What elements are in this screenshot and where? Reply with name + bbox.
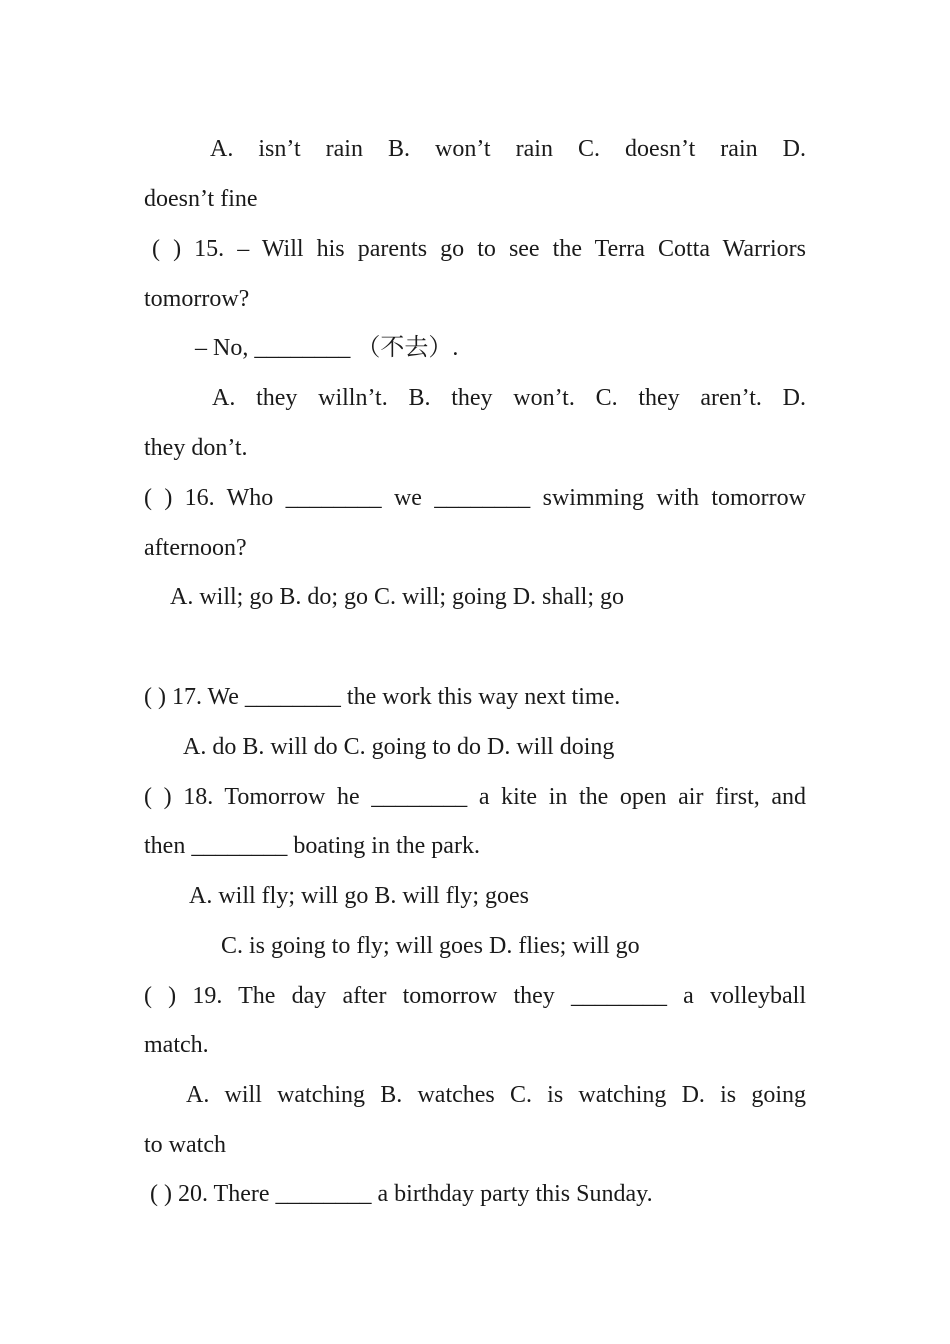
q19-options-line: A. will watching B. watches C. is watching D. is going <box>186 1082 806 1108</box>
question-18-continuation: then ________ boating in the park. <box>144 833 480 859</box>
q15-options-continuation: they don’t. <box>144 435 248 461</box>
question-17: ( ) 17. We ________ the work this way next time. <box>144 684 621 710</box>
question-19: ( ) 19. The day after tomorrow they ________ a volleyball <box>144 983 806 1009</box>
question-20: ( ) 20. There ________ a birthday party this Sunday. <box>150 1181 653 1207</box>
question-19-continuation: match. <box>144 1032 209 1058</box>
question-16-continuation: afternoon? <box>144 535 247 561</box>
question-16: ( ) 16. Who ________ we ________ swimming with tomorrow <box>144 485 806 511</box>
question-15: ( ) 15. – Will his parents go to see the Terra Cotta Warriors <box>152 236 806 262</box>
q16-options-line: A. will; go B. do; go C. will; going D. shall; go <box>170 584 625 610</box>
q18-options-line-2: C. is going to fly; will goes D. flies; will go <box>221 933 640 959</box>
q18-options-line-1: A. will fly; will go B. will fly; goes <box>189 883 529 909</box>
q14-options-continuation: doesn’t fine <box>144 186 258 212</box>
q17-options-line: A. do B. will do C. going to do D. will doing <box>183 734 615 760</box>
question-18: ( ) 18. Tomorrow he ________ a kite in the open air first, and <box>144 784 806 810</box>
q14-options-line: A. isn’t rain B. won’t rain C. doesn’t rain D. <box>210 136 806 162</box>
q15-options-line: A. they willn’t. B. they won’t. C. they aren’t. D. <box>212 385 806 411</box>
question-15-answer-prompt: – No, ________ （不去）. <box>195 335 459 361</box>
question-15-continuation: tomorrow? <box>144 286 250 312</box>
q19-options-continuation: to watch <box>144 1132 226 1158</box>
